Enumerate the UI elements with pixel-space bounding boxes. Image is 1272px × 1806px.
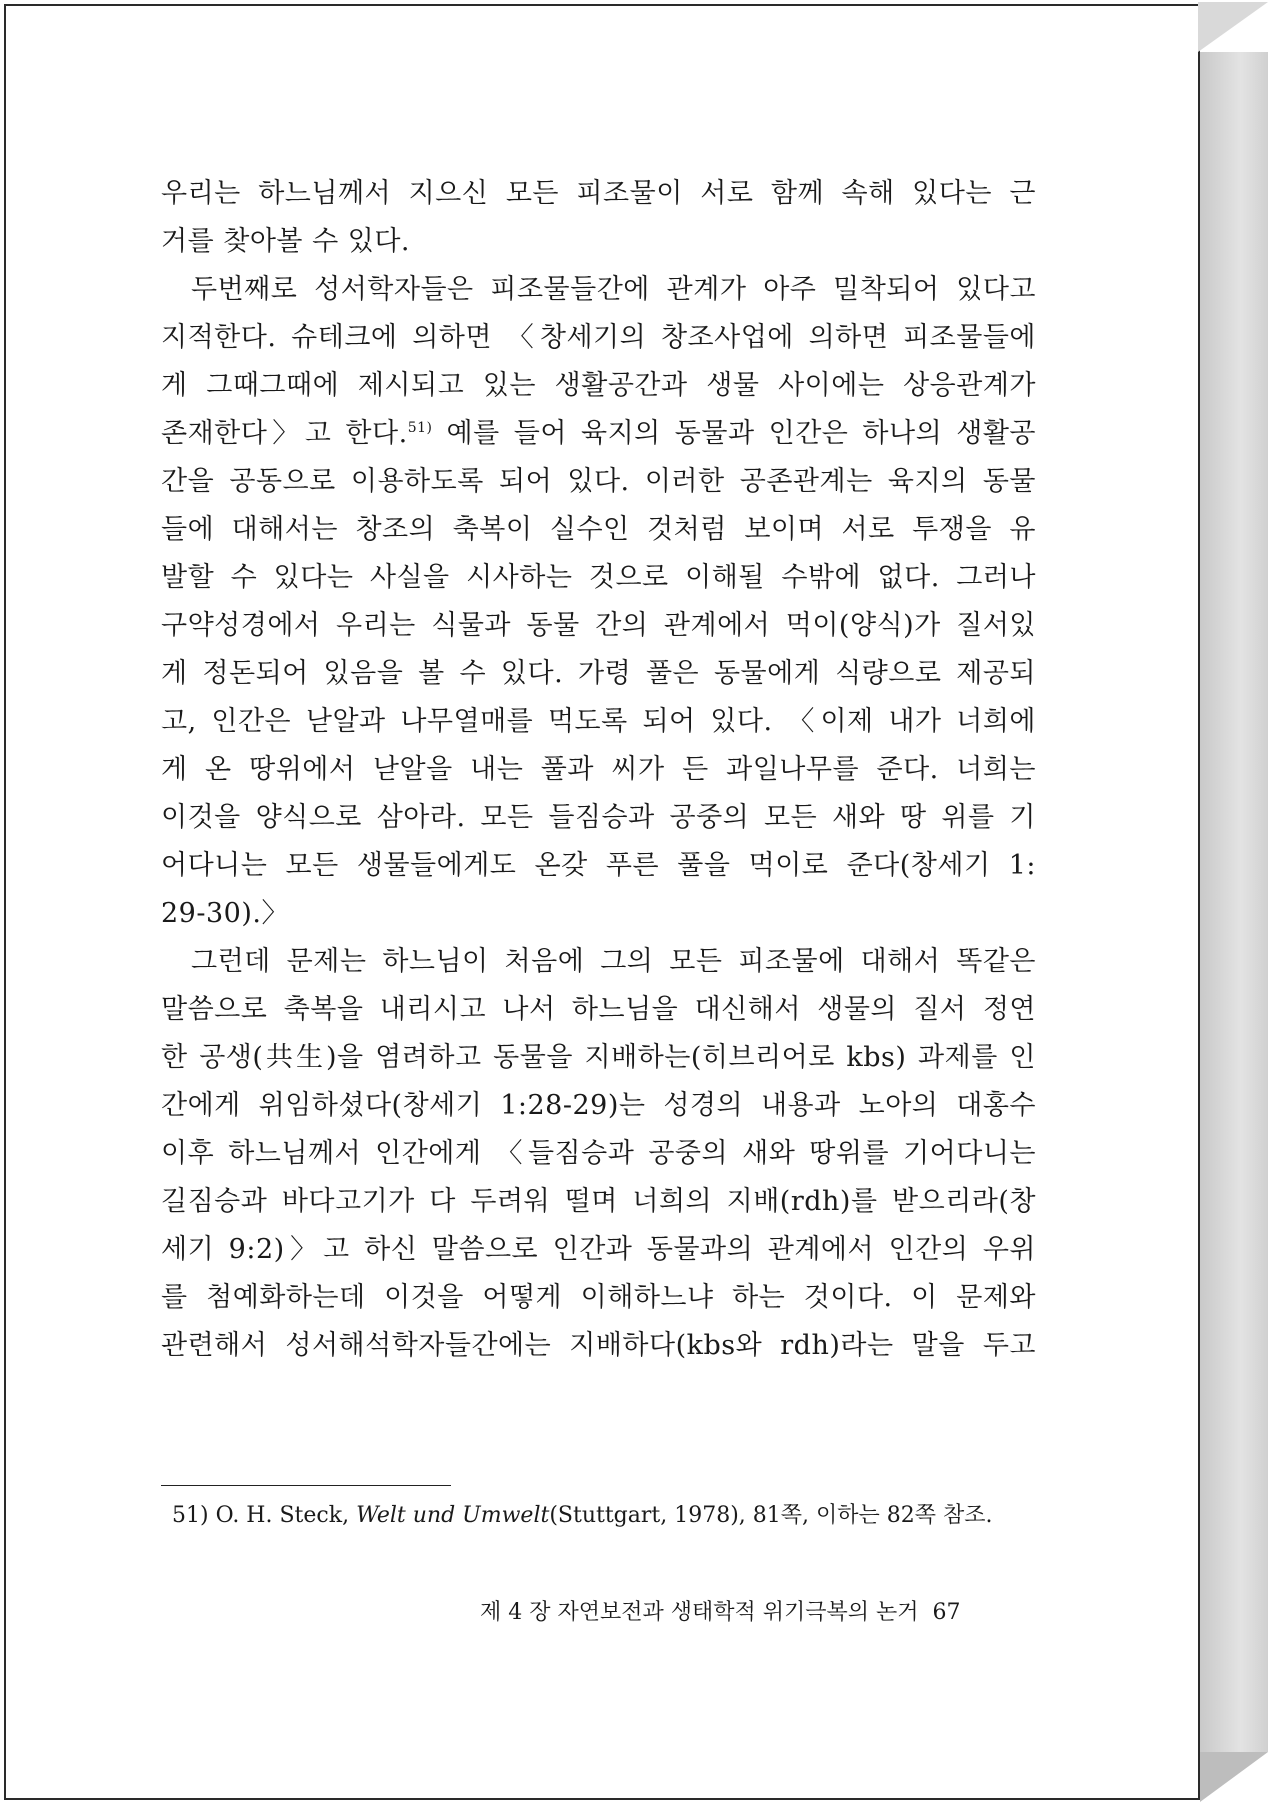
- footnote-details: (Stuttgart, 1978), 81쪽, 이하는 82쪽 참조.: [549, 1503, 993, 1528]
- footnote-reference: 51): [407, 420, 433, 436]
- text-line: 이것을 양식으로 삼아라. 모든 들짐승과 공중의 모든 새와 땅 위를 기: [161, 802, 1036, 833]
- text-line: 한 공생(共生)을 염려하고 동물을 지배하는(히브리어로 kbs) 과제를 인: [161, 1042, 1036, 1073]
- text-line: 고, 인간은 낟알과 나무열매를 먹도록 되어 있다. 〈이제 내가 너희에: [161, 706, 1036, 737]
- footnote: [172, 1498, 993, 1529]
- text-line: 세기 9:2)〉고 하신 말씀으로 인간과 동물과의 관계에서 인간의 우위: [161, 1234, 1036, 1265]
- body-text: [161, 170, 1036, 1370]
- book-edge-bottom: [1200, 1752, 1268, 1802]
- text-line: 길짐승과 바다고기가 다 두려워 떨며 너희의 지배(rdh)를 받으리라(창: [161, 1186, 1036, 1217]
- running-footer: [480, 1595, 961, 1626]
- text-line: 29-30).〉: [161, 898, 289, 929]
- text-line: 게 그때그때에 제시되고 있는 생활공간과 생물 사이에는 상응관계가: [161, 370, 1036, 401]
- text-line: 관련해서 성서해석학자들간에는 지배하다(kbs와 rdh)라는 말을 두고: [161, 1330, 1036, 1361]
- text-segment: 존재한다〉고 한다.: [161, 418, 408, 449]
- text-line: 지적한다. 슈테크에 의하면 〈창세기의 창조사업에 의하면 피조물들에: [161, 322, 1036, 353]
- text-line: 들에 대해서는 창조의 축복이 실수인 것처럼 보이며 서로 투쟁을 유: [161, 514, 1036, 545]
- text-line: 게 정돈되어 있음을 볼 수 있다. 가령 풀은 동물에게 식량으로 제공되: [161, 658, 1036, 689]
- text-line: 두번째로 성서학자들은 피조물들간에 관계가 아주 밀착되어 있다고: [191, 274, 1036, 305]
- text-line: 간을 공동으로 이용하도록 되어 있다. 이러한 공존관계는 육지의 동물: [161, 466, 1036, 497]
- text-line: 그런데 문제는 하느님이 처음에 그의 모든 피조물에 대해서 똑같은: [191, 946, 1036, 977]
- footnote-number: 51): [172, 1503, 209, 1528]
- footnote-divider: [161, 1485, 451, 1486]
- text-line: 어다니는 모든 생물들에게도 온갖 푸른 풀을 먹이로 준다(창세기 1:: [161, 850, 1036, 881]
- text-line: 발할 수 있다는 사실을 시사하는 것으로 이해될 수밖에 없다. 그러나: [161, 562, 1036, 593]
- text-segment: 예를 들어 육지의 동물과 인간은 하나의 생활공: [446, 418, 1036, 449]
- chapter-title: 제 4 장 자연보전과 생태학적 위기극복의 논거: [480, 1600, 919, 1625]
- text-line: 게 온 땅위에서 낟알을 내는 풀과 씨가 든 과일나무를 준다. 너희는: [161, 754, 1036, 785]
- book-spine: [1200, 52, 1268, 1752]
- text-line: 거를 찾아볼 수 있다.: [161, 226, 410, 257]
- footnote-author: O. H. Steck,: [215, 1503, 350, 1528]
- book-edge-top: [1198, 2, 1268, 52]
- text-line-with-footnote-ref: [161, 410, 1036, 458]
- text-line: 이후 하느님께서 인간에게 〈들짐승과 공중의 새와 땅위를 기어다니는: [161, 1138, 1036, 1169]
- footnote-title: Welt und Umwelt: [356, 1503, 550, 1528]
- text-line: 말씀으로 축복을 내리시고 나서 하느님을 대신해서 생물의 질서 정연: [161, 994, 1036, 1025]
- page-number: 67: [932, 1600, 961, 1625]
- text-line: 구약성경에서 우리는 식물과 동물 간의 관계에서 먹이(양식)가 질서있: [161, 610, 1036, 641]
- text-line: 간에게 위임하셨다(창세기 1:28-29)는 성경의 내용과 노아의 대홍수: [161, 1090, 1036, 1121]
- text-line: 를 첨예화하는데 이것을 어떻게 이해하느냐 하는 것이다. 이 문제와: [161, 1282, 1036, 1313]
- text-line: 우리는 하느님께서 지으신 모든 피조물이 서로 함께 속해 있다는 근: [161, 178, 1036, 209]
